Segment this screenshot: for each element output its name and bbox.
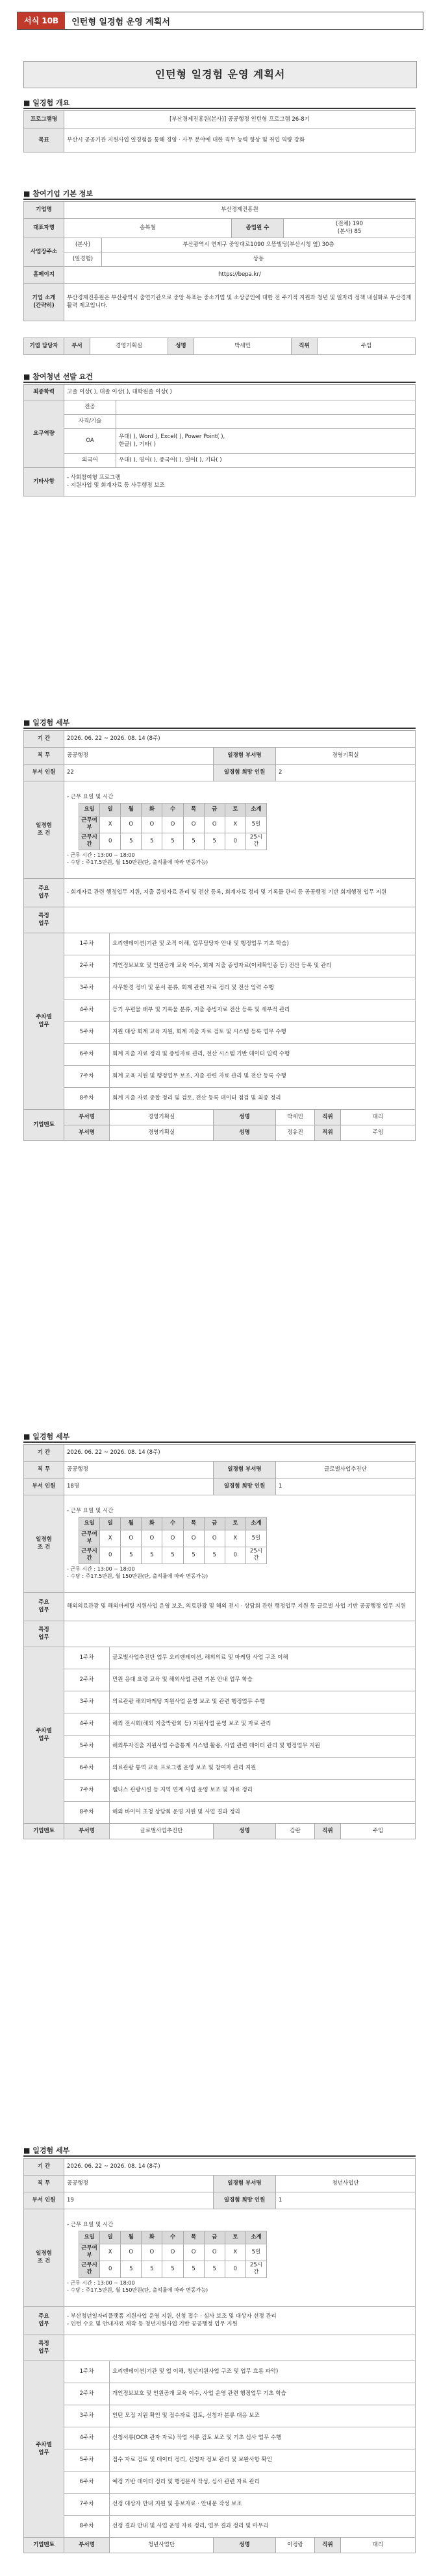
homepage-link[interactable]: https://bepa.kr/ [64,267,416,284]
contact-dept-label: 부서 [64,338,90,355]
goal-label: 목표 [24,129,64,153]
day-header: 일 [100,803,121,816]
work-cell: 근무여부 [79,816,100,833]
week-number: 4주차 [64,1713,110,1736]
day-header: 일 [100,1517,121,1530]
mentor-label: 기업멘토 [24,2538,64,2553]
period-value: 2026. 06. 22 ~ 2026. 08. 14 (8주) [64,2159,416,2176]
weekly-label: 주차별 업무 [24,933,64,1110]
form-header [17,12,423,30]
week-task: 사무환경 정비 및 문서 분류, 회계 관련 자료 정리 및 전산 입력 수행 [110,977,416,1000]
duty-label: 직 무 [24,1462,64,1478]
work-cell: 5일 [245,1530,266,1547]
work-cell: O [162,2244,183,2261]
hope-count-value: 2 [276,765,416,781]
allowance-note: - 수당 : 주17.5만원, 월 150만원(단, 출석률에 따라 변동가능) [67,1573,208,1579]
dept-count-label: 부서 인원 [24,1478,64,1495]
work-cell: O [204,2244,225,2261]
contact-label: 기업 담당자 [24,338,64,355]
hour-cell: 5 [204,1547,225,1564]
mentor2-pos-label: 직위 [315,1125,341,1141]
day-header: 토 [225,2231,245,2244]
contact-table [23,337,416,355]
hour-cell: 5 [121,1547,142,1564]
work-cell: O [162,816,183,833]
hour-cell: 25시간 [245,833,266,850]
program-label: 프로그램명 [24,111,64,129]
week-task: 글로벌사업추진단 업무 오리엔테이션, 해외의료 및 마케팅 사업 구조 이해 [110,1647,416,1669]
week-task: 접수 자료 검토 및 데이터 정리, 신청자 정보 관리 및 보완사항 확인 [110,2449,416,2472]
hour-cell: 5 [162,1547,183,1564]
section-company-title: ■ 참여기업 기본 정보 [23,188,93,199]
work-cell: O [121,2244,142,2261]
work-cell: O [183,2244,204,2261]
company-intro-value: 부산경제진흥원은 부산광역시 출연기관으로 중앙 목표는 중소기업 및 소상공인에 대한 전 주기적 지원과 청년 및 일자리 정책 내실화로 부산경제 활력 제고입니다. [64,284,416,321]
ceo-value: 송복철 [64,219,232,238]
mentor-pos: 주임 [341,1824,416,1839]
day-header: 월 [121,1517,142,1530]
condition-label: 일경험 조 건 [24,781,64,879]
other-label: 기타사항 [24,468,64,497]
week-number: 4주차 [64,1000,110,1022]
hour-cell: 5 [204,2261,225,2277]
week-number: 6주차 [64,2472,110,2494]
period-value: 2026. 06. 22 ~ 2026. 08. 14 (8주) [64,731,416,748]
form-title: 인턴형 일경험 운영 계획서 [71,17,170,27]
oa-line-1: 우대( ), Word ), Excel( ), Power Point( ), [119,434,225,441]
mentor2-pos: 주임 [341,1125,416,1141]
hour-cell: 0 [225,2261,245,2277]
special-task-value [64,907,416,933]
week-number: 1주차 [64,1647,110,1669]
hour-cell: 25시간 [245,2261,266,2277]
hope-count-value: 1 [276,1478,416,1495]
mentor-dept-label: 부서명 [64,1824,110,1839]
contact-dept-value: 경영기획실 [90,338,168,355]
work-cell: O [183,1530,204,1547]
special-task-value [64,2335,416,2361]
week-number: 5주차 [64,1736,110,1758]
mentor-name: 이정랑 [276,2538,315,2553]
day-header: 금 [204,1517,225,1530]
main-task-value: - 부산청년일자리플랫폼 지원사업 운영 지원, 신청 접수 · 심사 보조 및 대상자 선정 관리 - 인턴 수요 및 안내자료 제작 등 청년지원사업 기반 공공행정 업무 지원 [64,2307,416,2335]
week-number: 8주차 [64,1802,110,1824]
education-value: 고졸 이상( ), 대졸 이상( ), 대학원졸 이상( ) [64,385,416,400]
contact-position-value: 주임 [318,338,416,355]
schedule-table [79,803,267,850]
hour-cell: 0 [100,2261,121,2277]
day-header: 금 [204,803,225,816]
day-header: 일 [100,2231,121,2244]
week-task: 민원 응대 요령 교육 및 해외사업 관련 기본 안내 업무 학습 [110,1669,416,1691]
week-task: 등기 우편물 배부 및 기록물 분류, 지출 증빙자료 전산 등록 및 세부적 관리 [110,1000,416,1022]
day-header: 화 [142,1517,162,1530]
mentor-name-label: 성명 [214,2538,276,2553]
week-task: 오리엔테이션(기관 및 업 이해, 청년지원사업 구조 및 업무 흐름 파악) [110,2361,416,2383]
duty-value: 공공행정 [64,2176,214,2192]
hour-cell: 5 [142,1547,162,1564]
section-detail-title: ■ 일경험 세부 [23,2145,69,2155]
hour-cell: 5 [142,2261,162,2277]
education-label: 최종학력 [24,385,64,400]
work-dept-value: 글로벌사업추진단 [276,1462,416,1478]
work-cell: 5일 [245,2244,266,2261]
contact-name-value: 박세민 [194,338,292,355]
hope-count-value: 1 [276,2192,416,2209]
language-value: 우대( ), 영어( ), 중국어( ), 일어( ), 기타( ) [116,454,416,468]
hour-cell: 5 [142,833,162,850]
day-header: 목 [183,803,204,816]
time-note: - 근무 시간 : 13:00 ~ 18:00 [67,852,135,858]
work-dept-value: 경영기획실 [276,748,416,765]
work-dept-label: 일경험 부서명 [214,748,276,765]
week-task: 선정 결과 안내 및 사업 운영 자료 정리, 업무 결과 정리 및 마무리 [110,2516,416,2538]
day-header: 월 [121,803,142,816]
main-task-value: - 회계자료 관련 행정업무 지원, 지출 증빙자료 관리 및 전산 등록, 회계자료 정리 및 기록물 관리 등 공공행정 기반 회계행정 업무 지원 [64,879,416,907]
work-cell: X [100,1530,121,1547]
weekly-label: 주차별 업무 [24,1647,64,1824]
dept-count-value: 18명 [64,1478,214,1495]
mentor-dept: 경영기획실 [110,1110,214,1125]
hour-cell: 5 [121,2261,142,2277]
period-value: 2026. 06. 22 ~ 2026. 08. 14 (8주) [64,1445,416,1462]
main-task-label: 주요 업무 [24,879,64,907]
hour-cell: 25시간 [245,1547,266,1564]
condition-heading: - 근무 요일 및 시간 [67,1507,114,1514]
day-header: 토 [225,1517,245,1530]
mentor-pos: 대리 [341,2538,416,2553]
work-cell: 근무여부 [79,2244,100,2261]
mentor-name-label: 성명 [214,1110,276,1125]
day-header: 요일 [79,803,100,816]
work-dept-value: 청년사업단 [276,2176,416,2192]
other-line-2: - 지원사업 및 회계자료 등 사무행정 보조 [67,482,165,489]
homepage-label: 홈페이지 [24,267,64,284]
condition-heading: - 근무 요일 및 시간 [67,793,114,800]
work-cell: X [100,816,121,833]
week-number: 1주차 [64,2361,110,2383]
dept-count-value: 22 [64,765,214,781]
day-header: 소계 [245,803,266,816]
week-task: 웰니스 관광시설 등 지역 연계 사업 운영 보조 및 자료 정리 [110,1780,416,1802]
program-value: [부산경제진흥원(본사)] 공공행정 인턴형 프로그램 26-8기 [64,111,416,129]
day-header: 수 [162,803,183,816]
section-overview-title: ■ 일경험 개요 [23,97,69,108]
week-number: 7주차 [64,1780,110,1802]
week-number: 3주차 [64,977,110,1000]
duty-value: 공공행정 [64,748,214,765]
mentor2-dept-label: 부서명 [64,1125,110,1141]
period-label: 기 간 [24,1445,64,1462]
section-detail-title: ■ 일경험 세부 [23,1431,69,1441]
document-banner: 인턴형 일경험 운영 계획서 [23,61,417,88]
week-number: 7주차 [64,1066,110,1088]
hour-cell: 5 [121,833,142,850]
week-task: 지원 대상 회계 교육 지원, 회계 지출 자료 검토 및 시스템 등록 업무 수행 [110,1022,416,1044]
major-label: 전공 [64,400,116,415]
week-task: 해외 바이어 초청 상담회 운영 지원 및 사업 결과 정리 [110,1802,416,1824]
form-tag: 서식 10B [18,12,65,29]
detail-table [23,2158,416,2553]
week-task: 의료관광 통역 교육 프로그램 운영 보조 및 참여자 관리 지원 [110,1758,416,1780]
mentor-label: 기업멘토 [24,1824,64,1839]
competency-label: 요구역량 [24,400,64,468]
day-header: 수 [162,2231,183,2244]
mentor-pos: 대리 [341,1110,416,1125]
dept-count-label: 부서 인원 [24,765,64,781]
mentor2-name: 정유진 [276,1125,315,1141]
work-cell: O [142,816,162,833]
special-task-label: 특정 업무 [24,2335,64,2361]
day-header: 요일 [79,2231,100,2244]
hour-cell: 0 [225,1547,245,1564]
week-task: 인턴 모집 지원 확인 및 접수자료 검토, 신청자 분류 대응 보조 [110,2405,416,2427]
dept-count-label: 부서 인원 [24,2192,64,2209]
detail-table [23,730,416,1141]
address-main-value: 부산광역시 연제구 중앙대로1090 으뜸빌딩(부산시청 옆) 30층 [102,238,416,252]
mentor-name: 김란 [276,1824,315,1839]
day-header: 화 [142,2231,162,2244]
address-main-label: (본사) [64,238,102,252]
week-number: 8주차 [64,1088,110,1110]
time-note: - 근무 시간 : 13:00 ~ 18:00 [67,1565,135,1572]
work-cell: X [100,2244,121,2261]
section-detail-title: ■ 일경험 세부 [23,717,69,728]
company-name-label: 기업명 [24,202,64,219]
condition-heading: - 근무 요일 및 시간 [67,2221,114,2228]
mentor-pos-label: 직위 [315,1824,341,1839]
week-number: 8주차 [64,2516,110,2538]
mentor-pos-label: 직위 [315,1110,341,1125]
period-label: 기 간 [24,731,64,748]
allowance-note: - 수당 : 주17.5만원, 월 150만원(단, 출석률에 따라 변동가능) [67,2287,208,2293]
hour-cell: 5 [204,833,225,850]
week-task: 해외투자진출 지원사업 수출통계 시스템 활용, 사업 관련 데이터 관리 및 행정업무 지원 [110,1736,416,1758]
week-number: 1주차 [64,933,110,955]
special-task-label: 특정 업무 [24,907,64,933]
main-task-label: 주요 업무 [24,1593,64,1621]
week-task: 예정 기반 데이터 정리 및 행정문서 작성, 심사 관련 자료 관리 [110,2472,416,2494]
hour-cell: 0 [100,1547,121,1564]
week-task: 개인정보보호 및 인원공개 교육 이수, 회계 지출 증빙자료(이체확인증 등) 전산 등록 및 관리 [110,955,416,977]
special-task-label: 특정 업무 [24,1621,64,1647]
mentor-name: 박세민 [276,1110,315,1125]
week-task: 개인정보보호 및 인원공개 교육 이수, 사업 운영 관련 행정업무 기초 학습 [110,2383,416,2405]
week-task: 해외 전시회(해외 지출박람회 등) 지원사업 운영 보조 및 자료 관리 [110,1713,416,1736]
week-number: 5주차 [64,2449,110,2472]
contact-position-label: 직위 [292,338,318,355]
dept-count-value: 19 [64,2192,214,2209]
week-number: 2주차 [64,2383,110,2405]
mentor-name-label: 성명 [214,1824,276,1839]
day-header: 수 [162,1517,183,1530]
day-header: 토 [225,803,245,816]
day-header: 소계 [245,2231,266,2244]
condition-label: 일경험 조 건 [24,1495,64,1593]
work-cell: X [225,816,245,833]
week-task: 회계 교육 지원 및 행정업무 보조, 지출 관련 자료 관리 및 전산 등록 수행 [110,1066,416,1088]
week-number: 7주차 [64,2494,110,2516]
hour-cell: 5 [183,2261,204,2277]
ceo-label: 대표자명 [24,219,64,238]
mentor-dept: 청년사업단 [110,2538,214,2553]
oa-label: OA [64,429,116,454]
hour-cell: 근무시간 [79,833,100,850]
employee-count-value: (전체) 190 (본사) 85 [284,219,416,238]
week-task: 의료관광 해외마케팅 지원사업 운영 보조 및 관련 행정업무 수행 [110,1691,416,1713]
work-cell: O [142,2244,162,2261]
work-cell: O [121,816,142,833]
mentor2-name-label: 성명 [214,1125,276,1141]
requirements-table [23,384,416,497]
week-number: 5주차 [64,1022,110,1044]
hour-cell: 0 [100,833,121,850]
period-label: 기 간 [24,2159,64,2176]
work-cell: O [183,816,204,833]
week-number: 2주차 [64,955,110,977]
address-sub-label: (일경험) [64,252,102,267]
detail-table [23,1444,416,1839]
work-cell: 5일 [245,816,266,833]
mentor-dept-label: 부서명 [64,2538,110,2553]
work-cell: O [204,1530,225,1547]
week-number: 4주차 [64,2427,110,2449]
day-header: 목 [183,1517,204,1530]
employee-count-label: 종업원 수 [232,219,284,238]
duty-label: 직 무 [24,748,64,765]
section-requirements-title: ■ 참여청년 선발 요건 [23,371,93,382]
certificate-label: 자격/기술 [64,415,116,429]
day-header: 금 [204,2231,225,2244]
other-line-1: - 사회참여형 프로그램 [67,474,121,482]
work-cell: O [204,816,225,833]
hope-count-label: 일경험 희망 인원 [214,765,276,781]
address-sub-value: 상동 [102,252,416,267]
week-task: 회계 지출 자료 정리 및 증빙자료 관리, 전산 시스템 기반 데이터 입력 수행 [110,1044,416,1066]
mentor2-dept: 경영기획실 [110,1125,214,1141]
work-cell: O [142,1530,162,1547]
work-cell: 근무여부 [79,1530,100,1547]
hour-cell: 0 [225,833,245,850]
hour-cell: 근무시간 [79,1547,100,1564]
week-number: 6주차 [64,1044,110,1066]
day-header: 소계 [245,1517,266,1530]
work-cell: O [121,1530,142,1547]
allowance-note: - 수당 : 주17.5만원, 월 150만원(단, 출석률에 따라 변동가능) [67,859,208,865]
hope-count-label: 일경험 희망 인원 [214,2192,276,2209]
schedule-table [79,2231,267,2278]
work-dept-label: 일경험 부서명 [214,1462,276,1478]
duty-label: 직 무 [24,2176,64,2192]
mentor-label: 기업멘토 [24,1110,64,1141]
day-header: 요일 [79,1517,100,1530]
day-header: 목 [183,2231,204,2244]
work-cell: O [162,1530,183,1547]
contact-name-label: 성명 [168,338,194,355]
hope-count-label: 일경험 희망 인원 [214,1478,276,1495]
hour-cell: 5 [162,833,183,850]
week-task: 신청서류(OCR 관자 자료) 작업 서류 검토 보조 및 기초 심사 업무 수행 [110,2427,416,2449]
company-table [23,201,416,321]
time-note: - 근무 시간 : 13:00 ~ 18:00 [67,2279,135,2286]
mentor-dept-label: 부서명 [64,1110,110,1125]
condition-label: 일경험 조 건 [24,2209,64,2307]
main-task-value: 해외의료관광 및 해외마케팅 지원사업 운영 보조, 의료관광 및 해외 전시 · 상담회 관련 행정업무 지원 등 글로벌 사업 기반 공공행정 업무 지원 [64,1593,416,1621]
hour-cell: 5 [183,833,204,850]
week-task: 선정 대상자 안내 지원 및 홍보자료 · 안내문 작성 보조 [110,2494,416,2516]
week-task: 오리엔테이션(기관 및 조직 이해, 업무담당자 안내 및 행정업무 기초 학습) [110,933,416,955]
work-cell: X [225,2244,245,2261]
week-task: 회계 지출 자료 종합 정리 및 검토, 전산 등록 데이터 점검 및 최종 정리 [110,1088,416,1110]
oa-line-2: 한글( ), 기타( ) [119,441,156,448]
day-header: 월 [121,2231,142,2244]
hour-cell: 5 [183,1547,204,1564]
goal-value: 부산시 공공기관 지원사업 일경험을 통해 경영 · 사무 분야에 대한 직무 능력 향상 및 취업 역량 강화 [64,129,416,153]
mentor-dept: 글로벌사업추진단 [110,1824,214,1839]
work-cell: X [225,1530,245,1547]
special-task-value [64,1621,416,1647]
mentor-pos-label: 직위 [315,2538,341,2553]
week-number: 6주차 [64,1758,110,1780]
language-label: 외국어 [64,454,116,468]
duty-value: 공공행정 [64,1462,214,1478]
week-number: 3주차 [64,1691,110,1713]
address-label: 사업장주소 [24,238,64,267]
week-number: 3주차 [64,2405,110,2427]
company-name-value: 부산경제진흥원 [64,202,416,219]
work-dept-label: 일경험 부서명 [214,2176,276,2192]
day-header: 화 [142,803,162,816]
hour-cell: 5 [162,2261,183,2277]
overview-table [23,110,416,153]
main-task-label: 주요 업무 [24,2307,64,2335]
company-intro-label: 기업 소개 (간략히) [24,284,64,321]
weekly-label: 주차별 업무 [24,2361,64,2538]
week-number: 2주차 [64,1669,110,1691]
hour-cell: 근무시간 [79,2261,100,2277]
schedule-table [79,1517,267,1564]
